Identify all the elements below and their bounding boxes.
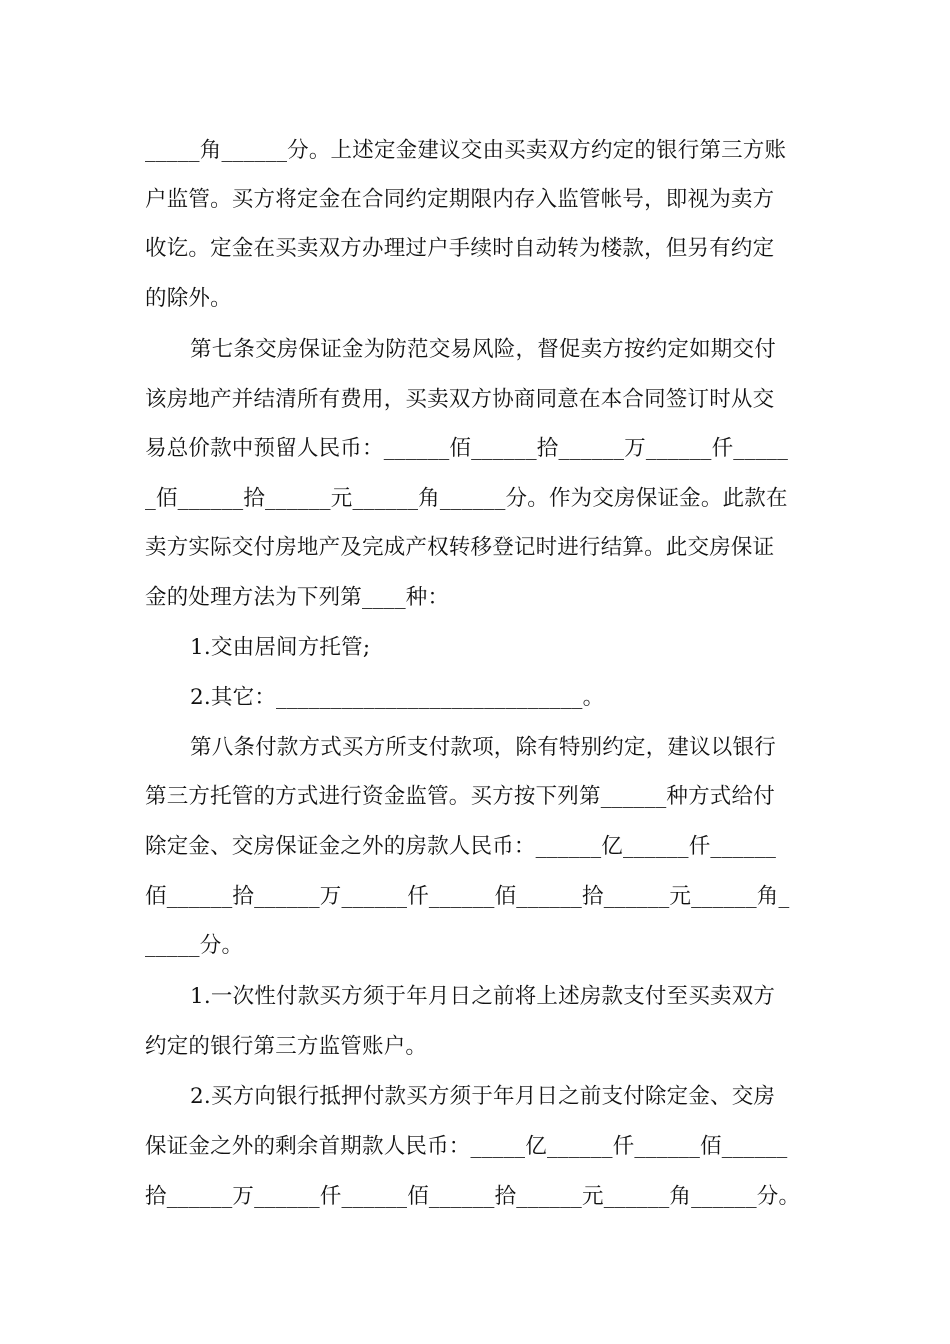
text-line: _____分。 (145, 933, 244, 958)
text-line: 易总价款中预留人民币：______佰______拾______万______仟_____ (145, 436, 789, 461)
list-item: 2.其它：____________________________。 (190, 685, 605, 710)
list-item: 2.买方向银行抵押付款买方须于年月日之前支付除定金、交房 (190, 1084, 776, 1109)
text-line: 拾______万______仟______佰______拾______元______角______分。 (145, 1184, 801, 1209)
text-line: 第三方托管的方式进行资金监管。买方按下列第______种方式给付 (145, 784, 775, 809)
text-line: _____角______分。上述定金建议交由买卖双方约定的银行第三方账 (145, 138, 787, 163)
text-line: 金的处理方法为下列第____种： (145, 585, 450, 610)
text-line: 收讫。定金在买卖双方办理过户手续时自动转为楼款，但另有约定 (145, 236, 775, 261)
list-item: 1.交由居间方托管; (190, 635, 371, 660)
text-line: 卖方实际交付房地产及完成产权转移登记时进行结算。此交房保证 (145, 535, 775, 560)
text-line: 除定金、交房保证金之外的房款人民币：______亿______仟______ (145, 834, 777, 859)
text-line: 约定的银行第三方监管账户。 (145, 1034, 428, 1059)
article-8-heading-line: 第八条付款方式买方所支付款项，除有特别约定，建议以银行 (190, 735, 776, 760)
article-7-heading-line: 第七条交房保证金为防范交易风险，督促卖方按约定如期交付 (190, 337, 776, 362)
text-line: 户监管。买方将定金在合同约定期限内存入监管帐号，即视为卖方 (145, 187, 775, 212)
text-line: _佰______拾______元______角______分。作为交房保证金。此款在 (145, 486, 788, 511)
list-item: 1.一次性付款买方须于年月日之前将上述房款支付至买卖双方 (190, 984, 776, 1009)
text-line: 佰______拾______万______仟______佰______拾______元______角_ (145, 884, 790, 909)
text-line: 保证金之外的剩余首期款人民币：_____亿______仟______佰______ (145, 1134, 788, 1159)
text-line: 该房地产并结清所有费用，买卖双方协商同意在本合同签订时从交 (145, 387, 775, 412)
text-line: 的除外。 (145, 286, 232, 311)
